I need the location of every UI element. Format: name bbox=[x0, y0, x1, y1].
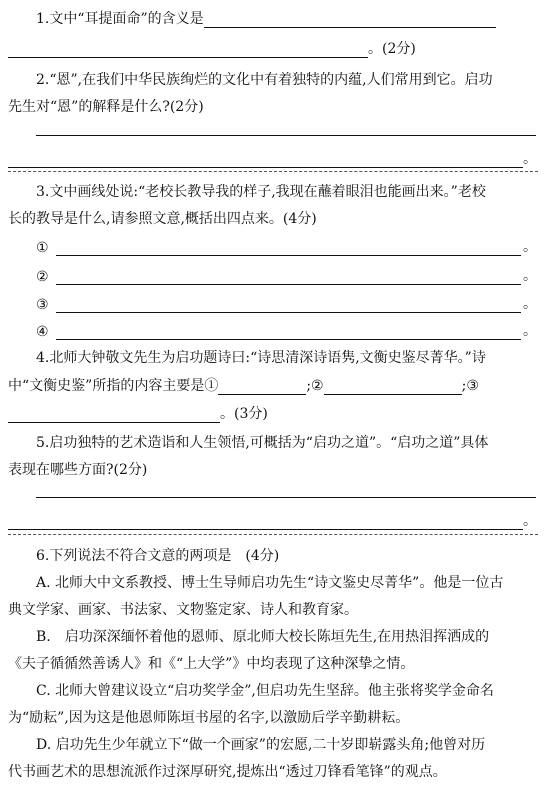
q3-answer-blank-4[interactable] bbox=[56, 325, 521, 340]
q2-answer-row bbox=[8, 148, 537, 168]
q4-sep-2: ;③ bbox=[461, 378, 479, 394]
q3-marker-4: ④ bbox=[36, 324, 49, 340]
q3-answer-1 bbox=[36, 236, 537, 256]
section-separator-2 bbox=[8, 534, 538, 535]
q5-answer-row bbox=[8, 510, 537, 530]
q5-answer-line-2[interactable] bbox=[8, 515, 505, 530]
q4-text-line-3 bbox=[8, 403, 268, 423]
q3-answer-1-end: 。 bbox=[523, 239, 537, 255]
q3-marker-3: ③ bbox=[36, 297, 49, 313]
q5-tail-blank bbox=[505, 515, 523, 530]
q6-option-b-line-1: B. 启功深深缅怀着他的恩师、原北师大校长陈垣先生,在用热泪挥洒成的 bbox=[36, 629, 490, 645]
q3-answer-4 bbox=[36, 320, 537, 340]
q6-option-a-line-2: 典文学家、画家、书法家、文物鉴定家、诗人和教育家。 bbox=[8, 602, 358, 618]
q2-tail-blank bbox=[505, 153, 523, 168]
q3-answer-3 bbox=[36, 293, 537, 313]
q1-answer-blank-1[interactable] bbox=[204, 13, 496, 28]
q6-option-a-line-1: A. 北师大中文系教授、博士生导师启功先生“诗文鉴史尽菁华”。他是一位古 bbox=[36, 575, 504, 591]
q3-answer-4-end: 。 bbox=[523, 323, 537, 339]
q3-text-line-1: 3.文中画线处说:“老校长教导我的样子,我现在蘸着眼泪也能画出来。”老校 bbox=[36, 184, 486, 200]
q1-answer-blank-2[interactable] bbox=[8, 43, 368, 58]
q3-answer-3-end: 。 bbox=[523, 296, 537, 312]
q6-option-d-line-2: 代书画艺术的思想流派作过深厚研究,提炼出“透过刀锋看笔锋”的观点。 bbox=[8, 764, 447, 780]
q2-answer-line-1[interactable] bbox=[36, 135, 536, 136]
q6-option-d-line-1: D. 启功先生少年就立下“做一个画家”的宏愿,二十岁即崭露头角;他曾对历 bbox=[36, 737, 486, 753]
q6-option-b-line-2: 《夫子循循然善诱人》和《“上大学”》中均表现了这种深挚之情。 bbox=[8, 656, 415, 672]
q6-option-c-line-2: 为“励耘”,因为这是他恩师陈垣书屋的名字,以激励后学辛勤耕耘。 bbox=[8, 710, 410, 726]
q3-text-line-2: 长的教导是什么,请参照文意,概括出四点来。(4分) bbox=[8, 211, 317, 227]
q1-line-2 bbox=[8, 38, 416, 58]
q2-end: 。 bbox=[523, 151, 537, 167]
q4-answer-blank-3[interactable] bbox=[8, 408, 220, 423]
q3-answer-blank-1[interactable] bbox=[56, 241, 521, 256]
q4-text-line-1: 4.北师大钟敬文先生为启功题诗曰:“诗思清深诗语隽,文衡史鉴尽菁华。”诗 bbox=[36, 350, 486, 366]
q3-marker-2: ② bbox=[36, 269, 49, 285]
q2-text-line-1: 2.“恩”,在我们中华民族绚烂的文化中有着独特的内蕴,人们常用到它。启功 bbox=[36, 72, 493, 88]
q5-text-line-1: 5.启功独特的艺术造诣和人生领悟,可概括为“启功之道”。“启功之道”具体 bbox=[36, 435, 489, 451]
q4-text-line-2 bbox=[8, 375, 479, 395]
q5-text-line-2: 表现在哪些方面?(2分) bbox=[8, 462, 148, 478]
q3-marker-1: ① bbox=[36, 240, 49, 256]
q4-prefix: 中“文衡史鉴”所指的内容主要是① bbox=[8, 378, 219, 394]
q5-end: 。 bbox=[523, 513, 537, 529]
q4-answer-blank-1[interactable] bbox=[218, 380, 306, 395]
q1-end: 。(2分) bbox=[368, 41, 416, 57]
section-separator-1 bbox=[8, 171, 538, 172]
q4-sep-1: ;② bbox=[306, 378, 324, 394]
q1-prefix: 1.文中“耳提面命”的含义是 bbox=[36, 11, 204, 27]
q5-answer-line-1[interactable] bbox=[36, 497, 536, 498]
q1-line bbox=[36, 8, 496, 28]
q6-title: 6.下列说法不符合文意的两项是 (4分) bbox=[36, 548, 280, 564]
q3-answer-blank-2[interactable] bbox=[56, 270, 521, 285]
q4-answer-blank-2[interactable] bbox=[324, 380, 462, 395]
q6-option-c-line-1: C. 北师大曾建议设立“启功奖学金”,但启功先生坚辞。他主张将奖学金命名 bbox=[36, 683, 494, 699]
q4-end: 。(3分) bbox=[220, 406, 268, 422]
q2-text-line-2: 先生对“恩”的解释是什么?(2分) bbox=[8, 99, 204, 115]
q2-answer-line-2[interactable] bbox=[8, 153, 505, 168]
q3-answer-2-end: 。 bbox=[523, 268, 537, 284]
q3-answer-2 bbox=[36, 265, 537, 285]
q3-answer-blank-3[interactable] bbox=[56, 298, 521, 313]
